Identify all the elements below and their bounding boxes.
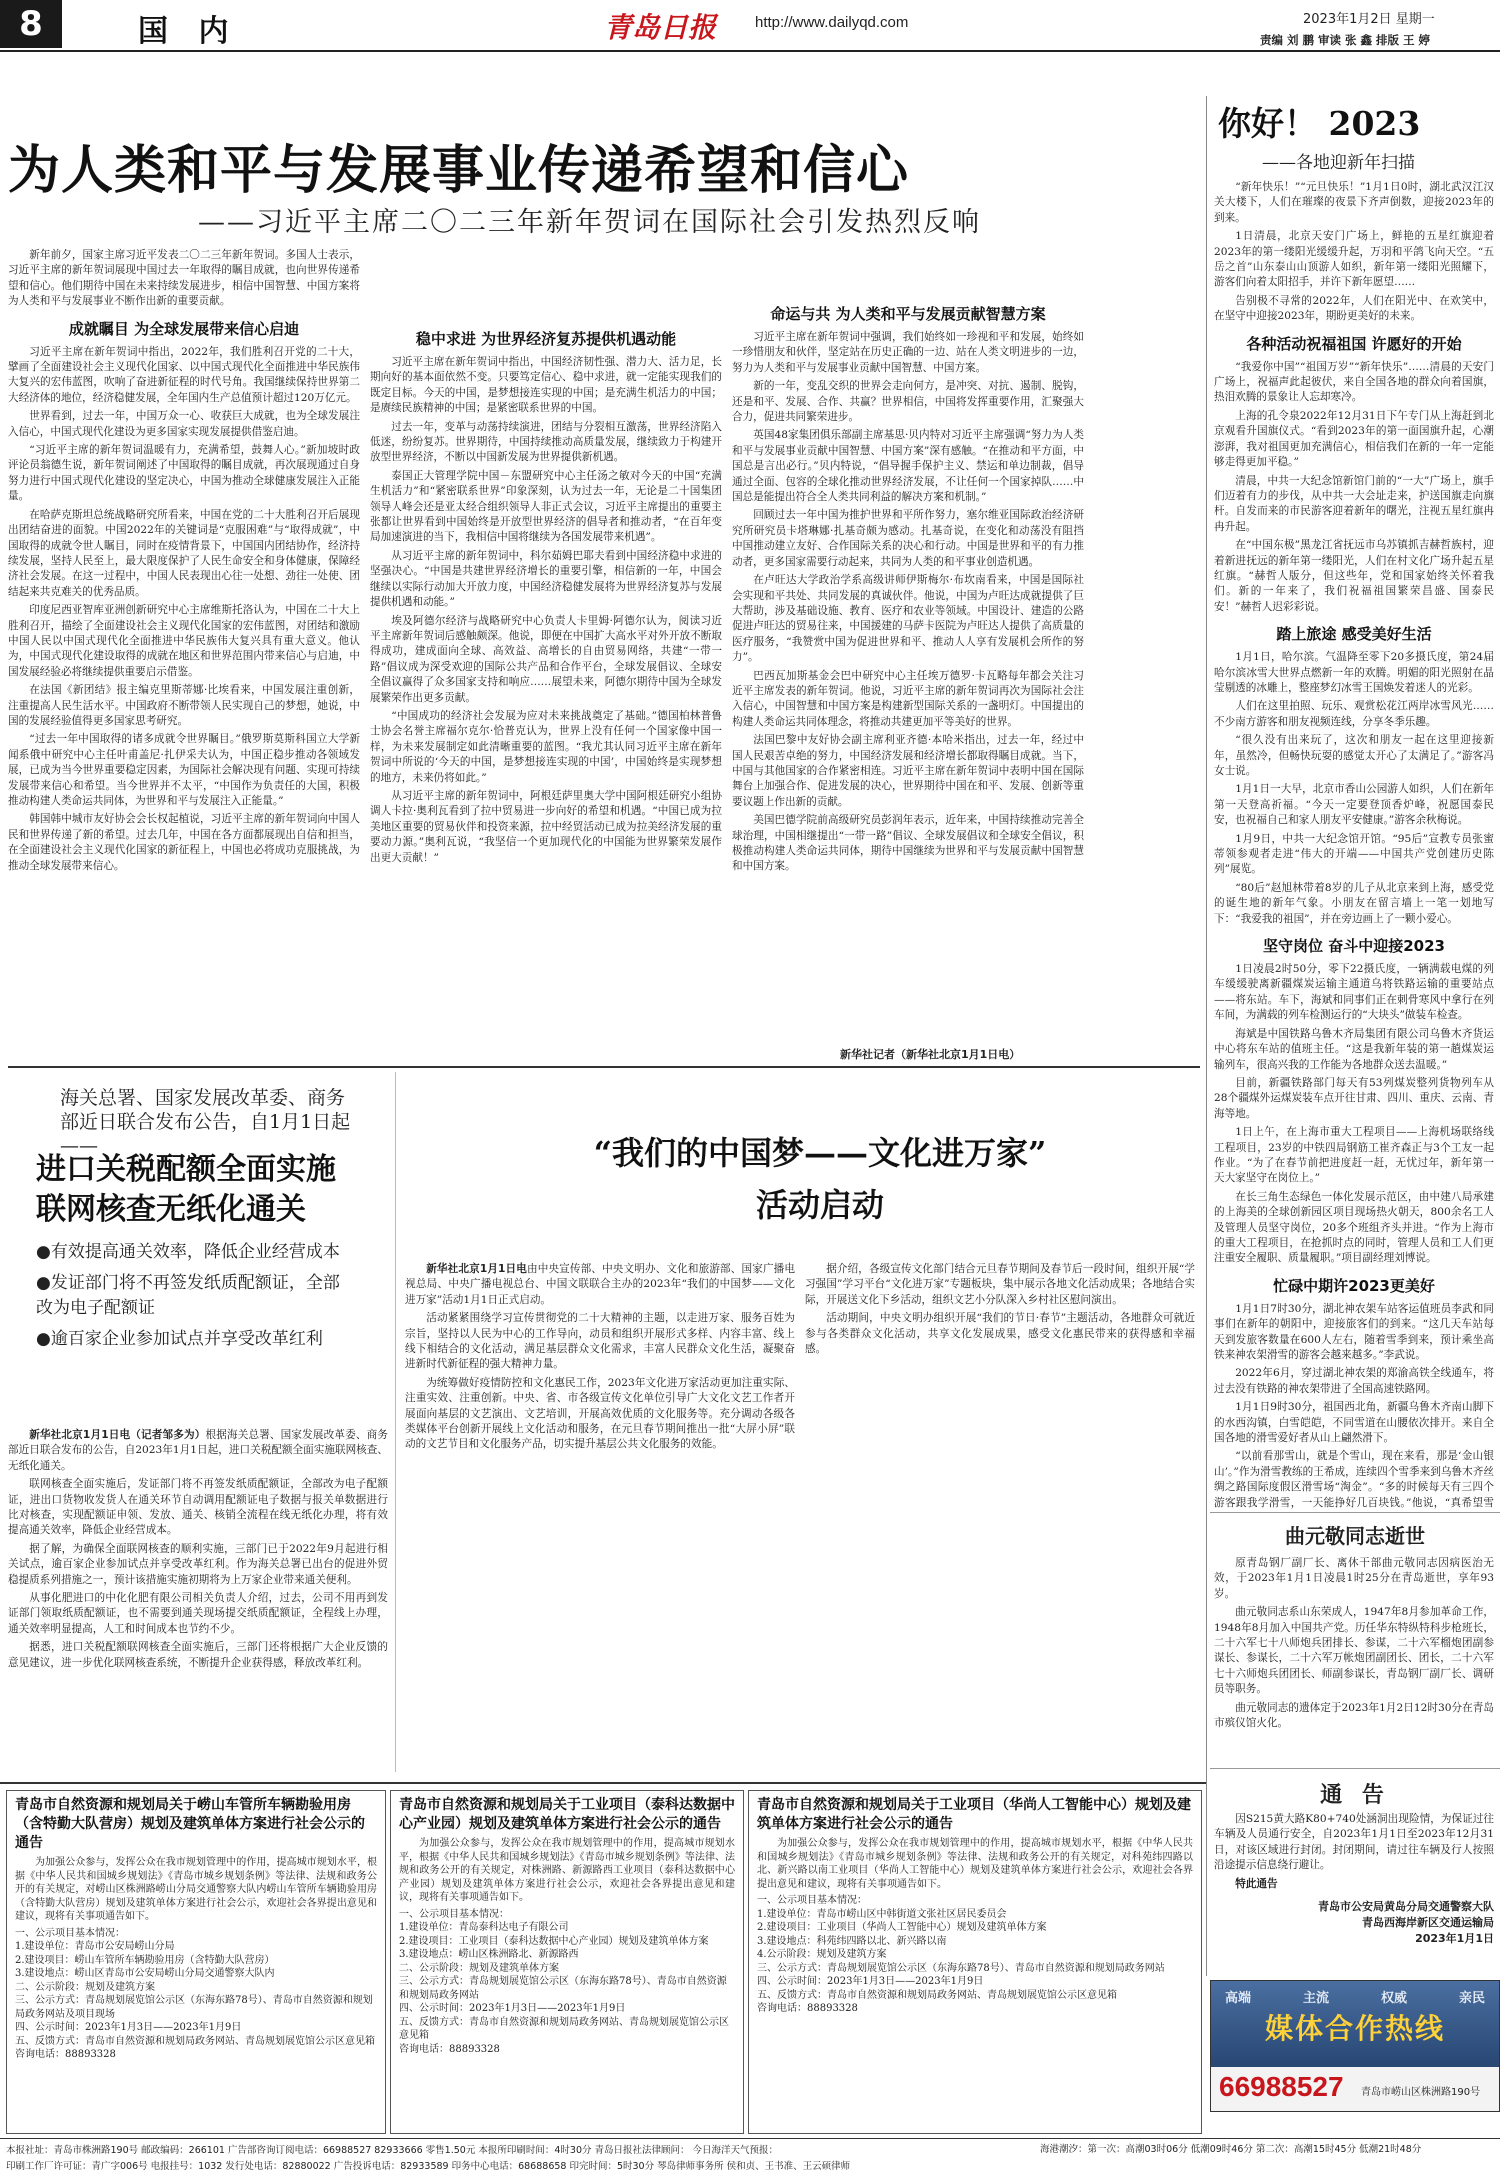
- newyear-subtitle: ——各地迎新年扫描: [1262, 153, 1415, 173]
- editors-credit: 责编 刘 鹏 审读 张 鑫 排版 王 婷: [1260, 33, 1431, 47]
- bulletin-intro: 为加强公众参与，发挥公众在我市规划管理中的作用，提高城市规划水平，根据《中华人民共和国城乡规划法》《青岛市城乡规划条例》等法律、法规和政务公开的有关规定，对科苑纬四路以北、新兴路以南工业项目（华尚人工智能中心）规划及建筑单体方案进行社会公示，欢迎社会各界提出意见和建议，现将有关事项通告如下。: [757, 1838, 1193, 1890]
- obit-top-rule: [1210, 1512, 1500, 1513]
- lead-subhead-1: 成就瞩目 为全球发展带来信心启迪: [68, 319, 300, 338]
- lead-intro: 新年前夕，国家主席习近平发表二〇二三年新年贺词。多国人士表示，习近平主席的新年贺词展现中国过去一年取得的瞩目成就，也向世界传递希望和信心。他们期待中国在未来持续发展进步，相信中国智慧、中国方案将为人类和平与发展事业不断作出新的重要贡献。: [8, 249, 360, 308]
- lead-paragraph: “过去一年中国取得的诸多成就令世界瞩目。”俄罗斯莫斯科国立大学新闻系俄中研究中心主任叶甫盖尼·扎伊采夫认为，中国正稳步推动各领域发展，已成为当今世界重要稳定因素，为国际社会解决现有问题、实现可持续发展带来信心和希望。当今世界并不太平，“中国作为负责任的大国，积极推动构建人类命运共同体，为世界和平与发展注入正能量。”: [8, 733, 360, 807]
- newyear-paragraph: 1月9日，中共一大纪念馆开馆。“95后”宣教专员张蜜蒂领参观者走进“伟大的开端——中国共产党创建历史陈列”展览。: [1214, 832, 1494, 876]
- dream-paragraph: 为统筹做好疫情防控和文化惠民工作，2023年文化进万家活动更加注重实际、注重实效、注重创新。中央、省、市各级宣传文化单位引导广大文化文艺工作者开展面向基层的文艺演出、文艺培训，开展高效优质的文化服务等。充分调动各级各类媒体平台创新开展线上文化活动和服务，在元旦春节期间推出一批“大屏小屏”联动的文艺节目和文化服务产品，切实提升基层公共文化服务的效能。: [405, 1376, 795, 1451]
- lead-paragraph: 从习近平主席的新年贺词中，科尔茹姆巴耶夫看到中国经济稳中求进的坚强决心。“中国是共建世界经济增长的重要引擎，相信新的一年，中国会继续以实际行动加大开放力度，中国经济稳健发展将为世界经济复苏与发展提供机遇和动能。”: [370, 549, 722, 609]
- bulletin-item: 1.建设单位：青岛泰科达电子有限公司: [399, 1922, 569, 1933]
- paper-url: http://www.dailyqd.com: [755, 14, 909, 31]
- bulletin-item: 一、公示项目基本情况：: [757, 1895, 867, 1906]
- paper-logo: 青岛日报: [604, 11, 717, 44]
- ad-tag: 权威: [1380, 1991, 1407, 2006]
- bulletin-item: 一、公示项目基本情况：: [399, 1908, 509, 1920]
- newyear-paragraph: “新年快乐！”“元旦快乐！”1月1日0时，湖北武汉江汉关大楼下，人们在璀璨的夜景下齐声倒数，迎接2023年的到来。: [1214, 181, 1494, 224]
- bulletin-top-rule: [0, 1782, 1206, 1784]
- bulletin-intro: 为加强公众参与，发挥公众在我市规划管理中的作用，提高城市规划水平，根据《中华人民共和国城乡规划法》《青岛市城乡规划条例》等法律、法规和政务公开的有关规定，对株洲路、新源路西工业项目（泰科达数据中心产业园）规划及建筑单体方案进行社会公示，欢迎社会各界提出意见和建议，现将有关事项通告如下。: [399, 1838, 735, 1903]
- bulletin-item: 二、公示阶段：规划及建筑方案: [15, 1981, 155, 1993]
- ad-tag: 高端: [1225, 1991, 1252, 2006]
- newyear-paragraph: “我爱你中国”“祖国万岁”“新年快乐”……清晨的天安门广场上，祝福声此起彼伏，来自全国各地的群众向着国旗，热泪欢腾的景象让人忘却寒冷。: [1214, 360, 1494, 404]
- newyear-paragraph: 2022年6月，穿过湖北神农架的郑渝高铁全线通车，将过去没有铁路的神农架带进了全国高速铁路网。: [1214, 1367, 1494, 1395]
- section-title: 国 内: [138, 14, 239, 49]
- dream-paragraph-text: 由中央宣传部、中央文明办、文化和旅游部、国家广播电视总局、中央广播电视总台、中国文联联合主办的2023年“我们的中国梦——文化进万家”活动1月1日正式启动。: [405, 1263, 795, 1306]
- bulletin-item: 咨询电话：88893328: [399, 2043, 500, 2055]
- bulletin-title: 青岛市自然资源和规划局关于崂山车管所车辆勘验用房（含特勤大队营房）规划及建筑单体方案进行社会公示的通告: [15, 1797, 365, 1851]
- lead-paragraph: 回顾过去一年中国为推护世界和平所作努力，塞尔维亚国际政治经济研究所研究员卡塔琳娜·扎基奇颇为感动。扎基奇说，在变化和动荡没有阻挡中国推动建立友好、合作国际关系的决心和行动。中国是世界和平的有力推动者，更多国家需要行动起来，共同为人类的和平事业创造机遇。: [732, 509, 1084, 568]
- lead-paragraph: 新的一年，变乱交织的世界会走向何方，是冲突、对抗、遏制、脱钩，还是和平、发展、合作、共赢？世界相信，中国将发挥重要作用，汇聚强大合力，促进共同繁荣进步。: [732, 380, 1084, 424]
- bulletin-item: 一、公示项目基本情况：: [15, 1927, 125, 1939]
- newyear-paragraph: 海斌是中国铁路乌鲁木齐局集团有限公司乌鲁木齐货运中心将东车站的值班主任。“这是我新年装的第一趟煤炭运输列车，很高兴我的工作能为各地群众送去温暖。”: [1214, 1027, 1494, 1071]
- ad-phone: 66988527: [1219, 2071, 1344, 2102]
- newyear-title: 你好！ 2023: [1218, 104, 1421, 143]
- footer-rule: [0, 2138, 1500, 2139]
- lead-paragraph: 巴西瓦加斯基金会巴中研究中心主任埃万德罗·卡瓦略每年都会关注习近平主席发表的新年贺词。他说，习近平主席的新年贺词再次为国际社会注入信心，中国智慧和中国方案是构建新型国际关系的一盏明灯。中国提出的构建人类命运共同体理念，将推动共建更加平等美好的世界。: [732, 669, 1084, 728]
- newyear-paragraph: 1月1日一大早，北京市香山公园游人如织，人们在新年第一天登高祈福。“今天一定要登顶香炉峰，祝愿国泰民安，也祝福自己和家人朋友平安健康。”游客余秋梅说。: [1214, 783, 1494, 827]
- newyear-subhead: 忙碌中期许2023更美好: [1273, 1276, 1435, 1295]
- dream-headline-line1: “我们的中国梦——文化进万家”: [593, 1134, 1047, 1172]
- lead-paragraph: “习近平主席的新年贺词温暖有力，充满希望，鼓舞人心。”新加坡时政评论员翁德生说，新年贺词阐述了中国取得的瞩目成就，再次展现通过自身努力进行中国式现代化建设的坚定决心，中国为推动全球健康发展注入正能量。: [8, 444, 360, 503]
- lead-byline: 新华社记者（新华社北京1月1日电）: [840, 1048, 1021, 1061]
- obit-paragraph: 曲元敬同志系山东荣成人，1947年8月参加革命工作，1948年8月加入中国共产党。历任华东特纵特科步枪班长，二十六军七十八师炮兵团排长、参谋，二十六军榴炮团副参谋长、参谋长，二十六军万帐炮团副团长、团长，二十六军七十六师炮兵团团长、师副参谋长，青岛钢厂副厂长、调研员等职务。: [1214, 1606, 1494, 1696]
- footer-line-1: 本报社址：青岛市株洲路190号 邮政编码：266101 广告部咨询订阅电话：66988527 82933666 零售1.50元 本报所印刷时间：4时30分 青岛日报社法律顾问： 今日海洋天气预报：: [6, 2145, 779, 2156]
- customs-paragraph: 联网核查全面实施后，发证部门将不再签发纸质配额证，全部改为电子配额证，进出口货物收发货人在通关环节自动调用配额证电子数据与报关单数据进行比对核查，实现配额证申领、发放、通关、核销全流程在线无纸化办理，将有效提高通关效率，降低企业经营成本。: [8, 1478, 388, 1537]
- lead-paragraph: 从习近平主席的新年贺词中，阿根廷萨里奥大学中国阿根廷研究小组协调人卡拉·奥利瓦看到了拉中贸易进一步向好的希望和机遇。“中国已成为拉美地区重要的贸易伙伴和投资来源，拉中经贸活动已成为拉美经济发展的重要动力源。”奥利瓦说，“我坚信一个更加现代化的中国能为世界繁荣发展作出更大贡献！”: [370, 789, 722, 864]
- lead-paragraph: 习近平主席在新年贺词中指出，中国经济韧性强、潜力大、活力足，长期向好的基本面依然不变。只要笃定信心、稳中求进，就一定能实现我们的既定目标。今天的中国，是梦想接连实现的中国；是充满生机活力的中国；是赓续民族精神的中国；是紧密联系世界的中国。: [370, 356, 722, 415]
- lead-paragraph: “中国成功的经济社会发展为应对未来挑战奠定了基础。”德国柏林普鲁士协会名誉主席福尔克尔·恰普克认为，世界上没有任何一个国家像中国一样，为未来发展制定如此清晰重要的蓝图。“我尤其认同习近平主席在新年贺词中所说的‘今天的中国，是梦想接连实现的中国’，中国始终是实现梦想的地方，未来仍将如此。”: [370, 709, 722, 784]
- notice-closing: 特此通告: [1235, 1877, 1278, 1890]
- dream-column-2: [805, 1262, 1195, 1767]
- notice-top-rule: [1210, 1768, 1500, 1769]
- bulletin-item: 2.建设项目：工业项目（华尚人工智能中心）规划及建筑单体方案: [757, 1922, 1047, 1933]
- bulletin-box-2: [390, 1790, 744, 2134]
- lead-column-3: [732, 248, 1084, 1063]
- newyear-paragraph: 告别极不寻常的2022年，人们在阳光中、在欢笑中，在坚守中迎接2023年，期盼更美好的未来。: [1214, 294, 1494, 323]
- newyear-paragraph: 1日上午，在上海市重大工程项目——上海机场联络线工程项目，23岁的中铁四局钢筋工崔齐森正与3个工友一起作业。“为了在春节前把进度赶一赶，无忧过年，新年第一天大家坚守在岗位上。”: [1214, 1126, 1494, 1185]
- bulletin-item: 五、反馈方式：青岛市自然资源和规划局政务网站、青岛规划展览馆公示区意见箱: [757, 1989, 1117, 2001]
- newyear-subhead: 各种活动祝福祖国 许愿好的开始: [1246, 334, 1462, 353]
- customs-paragraph: [8, 1428, 388, 1474]
- lead-paragraph: 习近平主席在新年贺词中指出，2022年，我们胜利召开党的二十大，擘画了全面建设社会主义现代化国家、以中国式现代化全面推进中华民族伟大复兴的宏伟蓝图，吹响了奋进新征程的时代号角。我国继续保持世界第二大经济体的地位，经济稳健发展，全年国内生产总值预计超过120万亿元。: [8, 345, 360, 404]
- bulletin-body: [391, 1837, 743, 2056]
- bulletin-item: 四、公示时间：2023年1月3日——2023年1月9日: [15, 2022, 242, 2033]
- bulletin-item: 四、公示时间：2023年1月3日——2023年1月9日: [399, 2003, 626, 2014]
- dream-paragraph: 据介绍，各级宣传文化部门结合元旦春节期间及春节后一段时间，组织开展“学习强国”学习平台“文化进万家”专题板块，集中展示各地文化活动成果；各地结合实际，开展送文化下乡活动，组织文艺小分队深入乡村社区慰问演出。: [805, 1263, 1195, 1306]
- customs-bullets: [36, 1240, 356, 1352]
- bulletin-item: 五、反馈方式：青岛市自然资源和规划局政务网站、青岛规划展览馆公示区意见箱: [399, 2016, 729, 2041]
- bulletin-title: 青岛市自然资源和规划局关于工业项目（华尚人工智能中心）规划及建筑单体方案进行社会公示的通告: [757, 1797, 1191, 1832]
- lead-paragraph: 韩国韩中城市友好协会会长权起植说，习近平主席的新年贺词向中国人民和世界传递了新的希望。过去几年，中国在各方面都展现出自信和担当，在全面建设社会主义现代化国家的新征程上，中国也必将成功克服挑战，为推动全球发展带来信心。: [8, 813, 360, 872]
- newyear-paragraph: 清晨，中共一大纪念馆新馆门前的“一大”广场上，旗手们迈着有力的步伐，从中共一大会址走来，护送国旗走向旗杆。自发而来的市民游客迎着新年的曙光，注视五星红旗冉冉升起。: [1214, 474, 1494, 533]
- lead-headline: 为人类和平与发展事业传递希望和信心: [8, 140, 910, 201]
- bulletin-item: 3.建设地点：崂山区青岛市公安局崂山分局交通警察大队内: [15, 1968, 275, 1979]
- ad-title: 媒体合作热线: [1264, 2012, 1445, 2045]
- bulletin-box-3: [748, 1790, 1202, 2134]
- lead-paragraph: 印度尼西亚智库亚洲创新研究中心主席维斯托洛认为，中国在二十大上胜利召开，描绘了全面建设社会主义现代化国家的宏伟蓝图，对团结和激励中国人民以中国式现代化全面推进中华民族伟大复兴具有重大意义。他认为，中国式现代化建设取得的成就在地区和世界范围内带来信心与启迪，中国发展经验必将继续提供重要启示借鉴。: [8, 604, 360, 678]
- newyear-paragraph: 1月1日，哈尔滨。气温降至零下20多摄氏度，第24届哈尔滨冰雪大世界点燃新一年的欢腾。明媚的阳光照射在晶莹剔透的冰雕上，整座梦幻冰雪王国焕发着迷人的光彩。: [1214, 651, 1494, 694]
- notice-title: 通 告: [1320, 1782, 1390, 1808]
- lead-paragraph: 习近平主席在新年贺词中强调，我们始终如一珍视和平和发展，始终如一珍惜朋友和伙伴，坚定站在历史正确的一边、站在人类文明进步的一边，努力为人类和平与发展事业贡献中国智慧、中国方案。: [732, 331, 1084, 374]
- newyear-paragraph: 1日清晨，北京天安门广场上，鲜艳的五星红旗迎着2023年的第一缕阳光缓缓升起，万羽和平鸽飞向天空。“五岳之首”山东泰山山顶游人如织，新年第一缕阳光照耀下，游客们向着太阳招手，并许下新年愿望……: [1214, 230, 1494, 289]
- lead-paragraph: 过去一年，变革与动荡持续演进，团结与分裂相互激荡，世界经济陷入低迷，纷纷复苏。世界期待，中国持续推动高质量发展，继续致力于构建开放型世界经济，不断以中国新发展为世界提供新机遇。: [370, 420, 722, 464]
- obit-title: 曲元敬同志逝世: [1285, 1524, 1425, 1548]
- bulletin-item: 3.建设地点：科苑纬四路以北、新兴路以南: [757, 1935, 947, 1947]
- dream-column-1: [405, 1262, 795, 1767]
- bulletin-body: [749, 1837, 1201, 2016]
- bulletin-intro: 为加强公众参与，发挥公众在我市规划管理中的作用，提高城市规划水平，根据《中华人民共和国城乡规划法》《青岛市城乡规划条例》等法律、法规和政务公开的有关规定，对崂山区株洲路崂山分局交通警察大队内崂山车管所车辆勘验用房（含特勤大队营房）规划及建筑单体方案进行社会公示，欢迎社会各界提出意见和建议，现将有关事项通告如下。: [15, 1857, 377, 1922]
- bulletin-item: 1.建设单位：青岛市崂山区中韩街道文张社区居民委员会: [757, 1908, 1007, 1920]
- lead-paragraph: 泰国正大管理学院中国－东盟研究中心主任汤之敏对今天的中国“充满生机活力”和“紧密联系世界”印象深刻，认为过去一年，无论是二十国集团领导人峰会还是亚太经合组织领导人非正式会议，习近平主席提出的重要主张都让世界看到中国始终是开放型世界经济的倡导者和推动者，“在百年变局加速演进的当下，我相信中国将继续为各国发展带来机遇”。: [370, 469, 722, 544]
- bulletin-item: 2.建设项目：崂山车管所车辆勘验用房（含特勤大队营房）: [15, 1954, 275, 1966]
- bulletin-item: 二、公示阶段：规划及建筑单体方案: [399, 1962, 559, 1974]
- page-number-badge: 8: [0, 0, 62, 48]
- obit-body: [1214, 1556, 1494, 1766]
- dream-dateline: 新华社北京1月1日电: [426, 1263, 527, 1275]
- footer-line-2: 印刷工作厂许可证：青广字006号 电报挂号：1032 发行处电话：82880022 广告投诉电话：82933589 印务中心电话：68688658 印完时间：5时30分 琴岛律师事务所 侯和贞、王书准、王云硕律师: [6, 2161, 851, 2172]
- lead-paragraph: 世界看到，过去一年，中国万众一心、收获巨大成就，也为全球发展注入信心，中国式现代化建设为更多国家实现发展提供借鉴启迪。: [8, 410, 360, 438]
- customs-paragraph: 据了解，为确保全面联网核查的顺利实施，三部门已于2022年9月起进行相关试点，逾百家企业参加试点并享受改革红利。作为海关总署已出台的促进外贸稳提质系列措施之一，预计该措施实施初期将为上万家企业带来通关便利。: [8, 1542, 388, 1586]
- bulletin-item: 三、公示方式：青岛规划展览馆公示区（东海东路78号）、青岛市自然资源和规划局政务网站: [399, 1976, 727, 2001]
- ad-address: 青岛市崂山区株洲路190号: [1361, 2087, 1481, 2098]
- customs-bullet: ●有效提高通关效率，降低企业经营成本: [36, 1242, 340, 1262]
- dream-paragraph: 活动期间，中央文明办组织开展“我们的节日·春节”主题活动，各地群众可就近参与各类群众文化活动，共享文化发展成果，感受文化惠民带来的获得感和幸福感。: [805, 1312, 1195, 1356]
- newyear-paragraph: 上海的孔令泉2022年12月31日下午专门从上海赶到北京观看升国旗仪式。“看到2023年的第一面国旗升起，心潮澎湃，我对祖国更加充满信心，相信我们在新的一年一定能够走得更加平稳。”: [1214, 409, 1494, 469]
- obit-paragraph: 曲元敬同志的遗体定于2023年1月2日12时30分在青岛市殡仪馆火化。: [1214, 1701, 1494, 1730]
- newyear-paragraph: 目前，新疆铁路部门每天有53列煤炭整列货物列车从28个疆煤外运煤炭装车点开往甘肃、四川、重庆、云南、青海等地。: [1214, 1076, 1494, 1120]
- lead-paragraph: 法国巴黎中友好协会副主席利亚齐德·本哈米指出，过去一年，经过中国人民艰苦卓绝的努力，中国经济发展和经济增长都取得瞩目成就。当下，中国与其他国家的合作紧密相连。习近平主席在新年贺词中表明中国在国际舞台上加强合作、促进发展的决心，世界期待中国在和平、发展、创新等重要议题上作出新的贡献。: [732, 734, 1084, 808]
- obit-paragraph: 原青岛钢厂副厂长、离休干部曲元敬同志因病医治无效，于2023年1月1日凌晨1时25分在青岛逝世，享年93岁。: [1214, 1557, 1494, 1600]
- bulletin-body: [7, 1856, 385, 2062]
- lead-paragraph: 英国48家集团俱乐部副主席基思·贝内特对习近平主席强调“努力为人类和平与发展事业贡献中国智慧、中国方案”深有感触。“在推动和平方面，中国总是言出必行。”贝内特说，“倡导握手保护主义、禁运和单边制裁，倡导通过全面、包容的全球化推动世界经济发展，不让任何一个国家掉队……中国总是能提出符合全人类共同利益的解决方案和机制。”: [732, 429, 1084, 504]
- bulletin-item: 3.建设地点：崂山区株洲路北、新源路西: [399, 1949, 579, 1960]
- lead-subheadline: ——习近平主席二〇二三年新年贺词在国际社会引发热烈反响: [198, 207, 981, 238]
- newyear-paragraph: 在“中国东极”黑龙江省抚远市乌苏镇抓吉赫哲族村，迎着新进抚远的新年第一缕阳光，人们在村文化广场升起五星红旗。“赫哲人版分，但这些年，党和国家始终关怀着我们。新的一年来了，我们祝福祖国繁荣昌盛、国泰民安！”赫哲人迟彩彩说。: [1214, 539, 1494, 613]
- footer-weather: 海港潮汐：第一次：高潮03时06分 低潮09时46分 第二次：高潮15时45分 低潮21时48分: [1040, 2144, 1422, 2155]
- bulletin-item: 三、公示方式：青岛规划展览馆公示区（东海东路78号）、青岛市自然资源和规划局政务网站及项目现场: [15, 1995, 373, 2020]
- dream-paragraph: [405, 1262, 795, 1308]
- newyear-paragraph: 人们在这里拍照、玩乐、观赏松花江两岸冰雪风光……不少南方游客和朋友视频连线，分享冬季乐趣。: [1214, 700, 1494, 728]
- newyear-paragraph: 1月1日9时30分，祖国西北角，新疆乌鲁木齐南山脚下的水西沟镇，白雪皑皑，不同雪道在山腰依次排开。来自全国各地的滑雪爱好者从山上翩然滑下。: [1214, 1401, 1494, 1445]
- newyear-column: [1214, 180, 1494, 1510]
- bulletin-item: 咨询电话：88893328: [15, 2049, 116, 2060]
- customs-bullet: ●发证部门将不再签发纸质配额证，全部改为电子配额证: [36, 1273, 340, 1318]
- bulletin-item: 1.建设单位：青岛市公安局崂山分局: [15, 1941, 175, 1952]
- notice-signatory: 青岛西海岸新区交通运输局: [1362, 1916, 1494, 1930]
- lead-paragraph: 在哈萨克斯坦总统战略研究所看来，中国在党的二十大胜利召开后展现出团结奋进的面貌。中国2022年的关键词是“克服困难”与“取得成就”，中国取得的成就令世人瞩目，同时在疫情背景下，中国国内团结协作，经济持续发展，坚持人民至上，最大限度保护了人民生命安全和身体健康，保障经济社会发展。在这一过程中，中国人民表现出心往一处想、劲往一处使、团结起来共克难关的优秀品质。: [8, 508, 360, 598]
- customs-divider: [395, 1072, 396, 1772]
- customs-headline: 进口关税配额全面实施联网核查无纸化通关: [36, 1152, 336, 1227]
- lead-paragraph: 埃及阿德尔经济与战略研究中心负责人卡里姆·阿德尔认为，阅读习近平主席新年贺词后感触颇深。他说，即便在中国扩大高水平对外开放不断取得成功，建成面向全球、高效益、高增长的自由贸易网络，共建“一带一路”倡议成为深受欢迎的国际公共产品和合作平台，全球发展倡议、全球安全倡议赢得了众多国家支持和响应……展望未来，阿德尔期待中国为全球发展繁荣作出更多贡献。: [370, 614, 722, 704]
- notice-body: [1214, 1812, 1494, 1977]
- ad-phone-strip: [1211, 2067, 1499, 2111]
- customs-paragraph: 从事化肥进口的中化化肥有限公司相关负责人介绍，过去，公司不用再到发证部门领取纸质配额证，也不需要到通关现场提交纸质配额证，全程线上办理，通关效率明显提高，人工和时间成本也节约不少。: [8, 1592, 388, 1635]
- newyear-paragraph: “以前看那雪山，就是个雪山，现在来看，那是‘金山银山’。”作为滑雪教练的王希成，连续四个雪季来到乌鲁木齐丝绸之路国际度假区滑雪场“淘金”。“多的时候每天有三四个游客跟我学滑雪，一天能挣好几百块钱。”他说，“真希望雪: [1214, 1450, 1494, 1509]
- dream-headline-line2: 活动启动: [755, 1186, 884, 1224]
- bulletin-box-1: [6, 1790, 386, 2134]
- notice-paragraph: 因S215黄大路K80+740处涵洞出现险情，为保证过往车辆及人员通行安全，自2023年1月1日至2023年12月31日，对该区域进行封闭。封闭期间，请过往车辆及行人按照沿途提示信息绕行避让。: [1214, 1813, 1494, 1872]
- newyear-paragraph: “很久没有出来玩了，这次和朋友一起在这里迎接新年，虽然冷，但畅快玩耍的感觉太开心了太满足了。”游客冯女士说。: [1214, 734, 1494, 777]
- customs-kicker: 海关总署、国家发展改革委、商务部近日联合发布公告，自1月1日起——: [60, 1087, 351, 1157]
- bulletin-item: 4.公示阶段：规划及建筑方案: [757, 1949, 887, 1960]
- bulletin-item: 五、反馈方式：青岛市自然资源和规划局政务网站、青岛规划展览馆公示区意见箱: [15, 2035, 375, 2047]
- notice-signatory: 青岛市公安局黄岛分局交通警察大队: [1318, 1900, 1494, 1914]
- lead-subhead-2: 稳中求进 为世界经济复苏提供机遇动能: [415, 330, 677, 348]
- lead-bottom-rule: [8, 1066, 1200, 1068]
- newyear-paragraph: 1月1日7时30分，湖北神农架车站客运值班员李武和同事们在新年的朝阳中，迎接旅客们的到来。“这几天车站每天到发旅客数量在600人左右，随着雪季到来，预计乘坐高铁来神农架滑雪的游客会越来越多。”李武说。: [1214, 1302, 1494, 1361]
- customs-bullet: ●逾百家企业参加试点并享受改革红利: [36, 1329, 323, 1349]
- ad-tag: 主流: [1302, 1991, 1329, 2006]
- lead-column-2: [370, 248, 722, 1063]
- lead-paragraph: 在卢旺达大学政治学系高级讲师伊斯梅尔·布坎南看来，中国是国际社会实现和平共处、共同发展的真诚伙伴。他说，中国为卢旺达成就提供了巨大帮助，涉及基础设施、教育、医疗和农业等领域。中国设计、建造的公路促进卢旺达的贸易往来，中国援建的马萨卡医院为卢旺达人提供了高质量的医疗服务，“我赞赏中国为促进世界和平、推动人人享有发展机会所作的努力”。: [732, 574, 1084, 664]
- newyear-paragraph: 1日凌晨2时50分，零下22摄氏度，一辆满载电煤的列车缓缓驶离新疆煤炭运输主通道乌将铁路运输的重要站点——将东站。车下，海斌和同事们正在刺骨寒风中拿行在列车间，为满载的列车检测运行的“大块头”做装车检查。: [1214, 963, 1494, 1022]
- lead-column-1: [8, 248, 360, 1063]
- customs-paragraph-text: 根据海关总署、国家发展改革委、商务部近日联合发布的公告，自2023年1月1日起，进口关税配额全面实施联网核查、无纸化通关。: [8, 1429, 388, 1472]
- customs-paragraph: 据悉，进口关税配额联网核查全面实施后，三部门还将根据广大企业反馈的意见建议，进一步优化联网核查系统，不断提升企业获得感，释放改革红利。: [8, 1641, 388, 1669]
- newyear-paragraph: “80后”赵旭林带着8岁的儿子从北京来到上海，感受党的诞生地的新年气象。小朋友在留言墙上一笔一划地写下：“我爱我的祖国”，并在旁边画上了一颗小爱心。: [1214, 881, 1494, 925]
- issue-date: 2023年1月2日 星期一: [1303, 12, 1435, 27]
- bulletin-item: 咨询电话：88893328: [757, 2003, 858, 2014]
- media-hotline-ad: [1210, 1980, 1500, 2112]
- right-column-divider: [1206, 96, 1207, 1976]
- dream-paragraph: 活动紧紧围绕学习宣传贯彻党的二十大精神的主题，以走进万家、服务百姓为宗旨，坚持以人民为中心的工作导向，动员和组织开展形式多样、内容丰富、线上线下相结合的文化活动，满足基层群众文化需求，丰富人民群众文化生活，凝聚奋进新时代新征程的强大精神力量。: [405, 1312, 795, 1371]
- bulletin-item: 2.建设项目：工业项目（泰科达数据中心产业园）规划及建筑单体方案: [399, 1935, 709, 1947]
- newyear-subhead: 坚守岗位 奋斗中迎接2023: [1263, 937, 1445, 956]
- ad-tags: [1225, 1987, 1485, 2006]
- bulletin-item: 三、公示方式：青岛规划展览馆公示区（东海东路78号）、青岛市自然资源和规划局政务网站: [757, 1962, 1165, 1974]
- lead-subhead-3: 命运与共 为人类和平与发展贡献智慧方案: [770, 305, 1046, 323]
- newyear-subhead: 踏上旅途 感受美好生活: [1276, 625, 1432, 644]
- newyear-paragraph: 在长三角生态绿色一体化发展示范区，由中建八局承建的上海美的全球创新园区项目现场热火朝天，800余名工人及管理人员坚守岗位，20多个班组齐头并进。“作为上海市的重大工程项目，在抢抓时点的同时，管理人员和工人们更注重安全履职、质量履职。”项目副经理刘博说。: [1214, 1190, 1494, 1265]
- ad-tag: 亲民: [1458, 1991, 1485, 2006]
- bulletin-item: 四、公示时间：2023年1月3日——2023年1月9日: [757, 1976, 984, 1987]
- customs-dateline: 新华社北京1月1日电（记者邹多为）: [29, 1429, 206, 1441]
- customs-body: [8, 1428, 388, 1768]
- masthead-rule: [0, 50, 1500, 52]
- bulletin-title: 青岛市自然资源和规划局关于工业项目（泰科达数据中心产业园）规划及建筑单体方案进行社会公示的通告: [399, 1797, 735, 1832]
- lead-paragraph: 在法国《新团结》报主编克里斯蒂娜·比埃看来，中国发展注重创新，注重提高人民生活水平。中国政府不断带领人民实现自己的梦想，她说，中国的发展经验值得更多国家思考研究。: [8, 684, 360, 727]
- notice-date: 2023年1月1日: [1415, 1932, 1494, 1946]
- lead-paragraph: 美国巴德学院前高级研究员彭润年表示，近年来，中国持续推动完善全球治理，中国相继提出“一带一路”倡议、全球发展倡议和全球安全倡议，积极推动构建人类命运共同体，期待中国继续为世界和平与发展贡献中国智慧和中国方案。: [732, 814, 1084, 873]
